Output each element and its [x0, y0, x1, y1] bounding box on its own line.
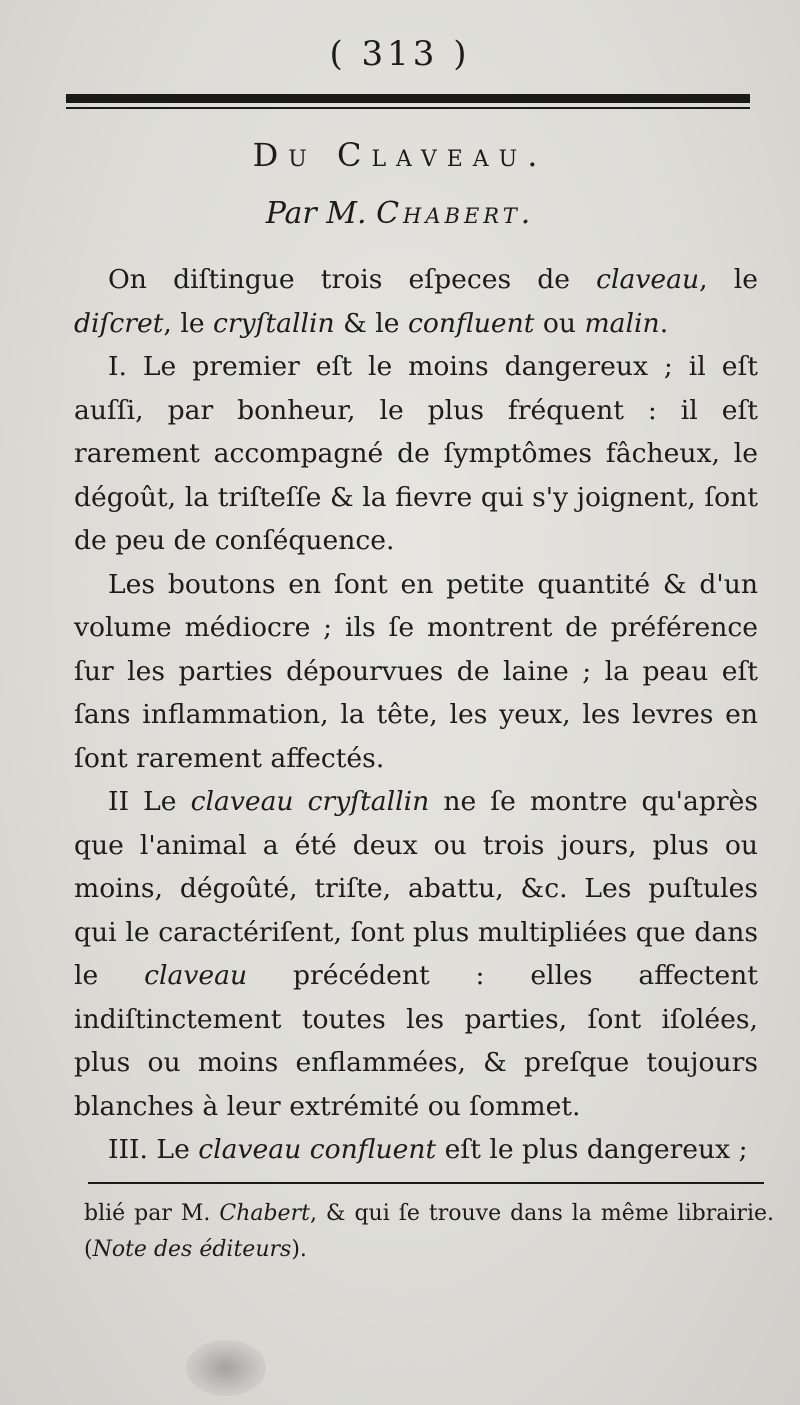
text-run: , le [163, 307, 214, 339]
italic-run: cryſtallin [213, 307, 335, 339]
footnote-text [84, 1196, 774, 1268]
text-run: II Le [108, 786, 191, 817]
byline-author: Chabert. [376, 196, 535, 231]
text-run: Les boutons en ſont en petite quantité & d'un volume médiocre ; ils ſe montrent de préférence ſur les parties dépourvues de laine ; la peau eſt ſans inflammation, la tête, les yeux, les levres en ſont rarement affectés. [74, 568, 758, 774]
paragraph-5 [74, 1128, 758, 1172]
italic-run: confluent [407, 307, 535, 339]
text-run: , & qui ſe trouve dans la même librairie. ( [84, 1201, 774, 1262]
paragraph-2 [74, 345, 758, 563]
italic-run: Note des éditeurs [92, 1237, 292, 1262]
article-body [74, 258, 758, 1172]
text-run: On diſtingue trois eſpeces de [108, 264, 597, 295]
text-run: blié par M. [84, 1201, 220, 1226]
paragraph-4 [74, 780, 758, 1128]
text-run: précédent : elles affectent indiſtinctement toutes les parties, ſont iſolées, plus ou moins enflammées, & preſque toujours blanches à leur extrémité ou ſommet. [74, 960, 758, 1122]
paragraph-1 [74, 258, 758, 345]
text-run: I. Le premier eſt le moins dangereux ; il eſt auſſi, par bonheur, le plus fréquent : il eſt rarement accompagné de ſymptômes fâcheux, le dégoût, la triſteſſe & la fievre qui s'y joignent, ſont de peu de conſéquence. [74, 351, 758, 556]
italic-run: claveau [596, 264, 700, 295]
article-title: Du Claveau. [252, 136, 548, 174]
text-run: ou [534, 307, 585, 339]
italic-run: Chabert [219, 1201, 310, 1226]
ink-smudge [186, 1340, 266, 1396]
text-run: ne ſe montre qu'après que l'animal a été deux ou trois jours, plus ou moins, dégoûté, triſte, abattu, &c. Les puſtules qui le caractériſent, ſont plus multipliées que dans le [74, 786, 758, 991]
text-run: ). [291, 1237, 307, 1262]
italic-run: malin [584, 307, 660, 339]
text-run: . [659, 307, 669, 339]
italic-run: claveau confluent [198, 1134, 437, 1165]
footnote-rule [88, 1182, 764, 1184]
text-run: eſt le plus dangereux ; [436, 1134, 748, 1165]
byline-prefix: Par M. [265, 196, 377, 231]
article-byline [0, 196, 800, 231]
italic-run: claveau cryſtallin [190, 786, 430, 817]
italic-run: claveau [144, 960, 248, 991]
italic-run: diſcret [74, 307, 164, 339]
footnote [84, 1196, 774, 1268]
text-run: & le [334, 307, 408, 339]
header-rule-thick [66, 94, 750, 103]
page-number: ( 313 ) [329, 34, 471, 74]
text-run: , le [699, 264, 758, 295]
header-rule-thin [66, 107, 750, 109]
text-run: III. Le [108, 1134, 199, 1165]
paragraph-3 [74, 563, 758, 781]
